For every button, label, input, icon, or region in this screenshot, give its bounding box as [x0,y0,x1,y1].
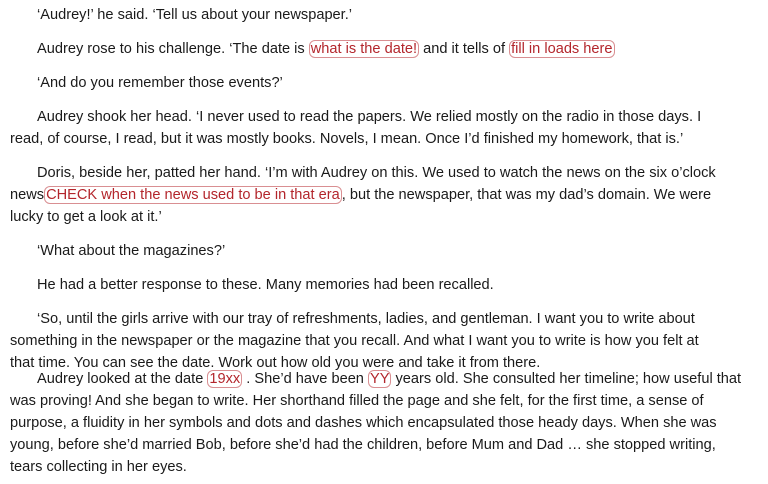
paragraph-line [10,368,758,390]
paragraph-line [10,308,758,330]
paragraph-line [10,330,758,352]
comment-placeholder-date[interactable]: what is the date! [310,41,418,57]
comment-placeholder-news-era[interactable]: CHECK when the news used to be in that era [46,187,340,203]
text: tears collecting in her eyes. [10,459,187,475]
paragraph-line [10,162,758,184]
text: ‘Audrey!’ he said. ‘Tell us about your newspaper.’ [37,7,353,23]
paragraph [10,72,758,94]
paragraph [10,240,758,262]
comment-placeholder-events[interactable]: fill in loads here [511,41,613,57]
text: years old. She consulted her timeline; how useful that [391,371,742,387]
paragraph-line [10,106,758,128]
text: , but the newspaper, that was my dad’s domain. We were [341,187,712,203]
paragraph-line [10,412,758,434]
paragraph-line [10,184,758,206]
comment-placeholder-year[interactable]: 19xx [209,371,241,387]
paragraph-line [10,434,758,456]
text: ‘What about the magazines?’ [37,243,226,259]
text: was proving! And she began to write. Her shorthand filled the page and she felt, for the first time, a sense of [10,393,704,409]
paragraph-line [10,128,758,150]
text: Audrey rose to his challenge. ‘The date is [37,41,309,57]
text: Doris, beside her, patted her hand. ‘I’m with Audrey on this. We used to watch the news on the six o’clock [37,165,716,181]
text: lucky to get a look at it.’ [10,209,162,225]
paragraph-line [10,206,758,228]
text: Audrey shook her head. ‘I never used to read the papers. We relied mostly on the radio in those days. I [37,109,702,125]
paragraph [10,274,758,296]
text: He had a better response to these. Many memories had been recalled. [37,277,494,293]
text: something in the newspaper or the magazine that you recall. And what I want you to write is how you felt at [10,333,699,349]
text: . She’d have been [242,371,368,387]
paragraph-line [10,390,758,412]
text: that time. You can see the date. Work out how old you were and take it from there. [10,355,541,371]
text: Audrey looked at the date [37,371,208,387]
text: ‘And do you remember those events?’ [37,75,283,91]
text: and it tells of [419,41,510,57]
text: news [10,187,45,203]
text: read, of course, I read, but it was mostly books. Novels, I mean. Once I’d finished my homework, that is.’ [10,131,684,147]
comment-placeholder-age[interactable]: YY [369,371,390,387]
paragraph [10,4,758,26]
text: ‘So, until the girls arrive with our tray of refreshments, ladies, and gentleman. I want you to write about [37,311,695,327]
paragraph-line [10,456,758,478]
text: purpose, a fluidity in her symbols and dots and dashes which encapsulated those heady days. When she was [10,415,717,431]
text: young, before she’d married Bob, before she’d had the children, before Mum and Dad … she stopped writing, [10,437,716,453]
paragraph [10,38,758,60]
